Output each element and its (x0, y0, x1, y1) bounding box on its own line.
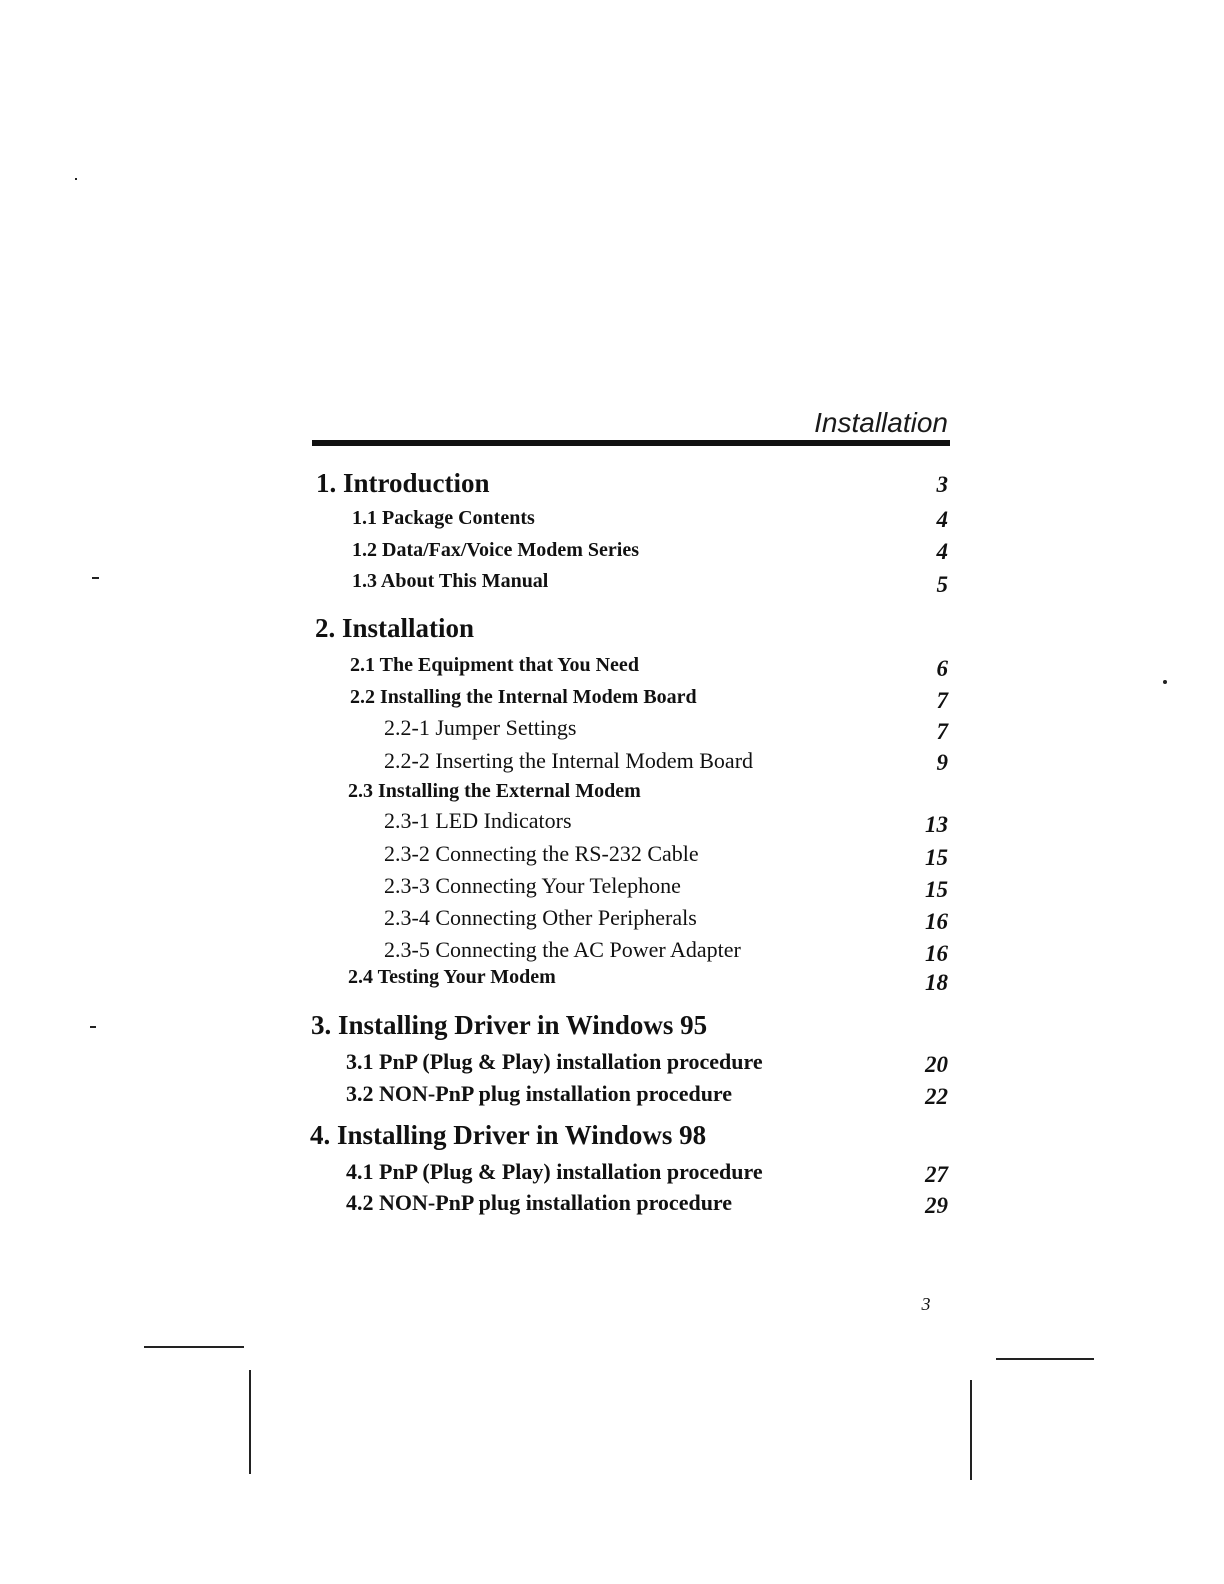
toc-entry-page: 7 (936, 688, 948, 713)
crop-mark-bottom-left-horizontal (144, 1346, 244, 1348)
toc-entry-title: 4. Installing Driver in Windows 98 (310, 1120, 707, 1150)
toc-entry-page: 9 (936, 750, 948, 775)
toc-entry-title: 4.1 PnP (Plug & Play) installation procedure (346, 1159, 763, 1184)
crop-mark-bottom-right-vertical (970, 1380, 972, 1480)
toc-entry-page: 5 (936, 572, 948, 597)
toc-entry-title: 1.1 Package Contents (352, 507, 535, 529)
toc-entry-page: 16 (925, 941, 948, 966)
toc-entry-page: 18 (925, 970, 948, 995)
toc-entry-page: 27 (925, 1162, 948, 1187)
crop-mark-bottom-left-vertical (249, 1370, 251, 1474)
page-number: 3 (921, 1294, 931, 1314)
toc-entry-title: 2.3-3 Connecting Your Telephone (384, 873, 681, 898)
toc-entry-page: 29 (925, 1193, 948, 1218)
toc-entry-title: 2.3-4 Connecting Other Peripherals (384, 905, 697, 930)
toc-entry-title: 1.3 About This Manual (352, 570, 549, 592)
scan-speck (92, 577, 99, 579)
toc-entry-title: 2.4 Testing Your Modem (348, 966, 556, 988)
crop-mark-bottom-right-horizontal (996, 1358, 1094, 1360)
toc-entry-page: 4 (936, 539, 948, 564)
toc-entry-title: 2.1 The Equipment that You Need (350, 654, 639, 676)
toc-entry-page: 16 (925, 909, 948, 934)
scan-speck (90, 1026, 96, 1028)
toc-entry-page: 22 (925, 1084, 948, 1109)
toc-entry-page: 20 (925, 1052, 948, 1077)
toc-entry-title: 3. Installing Driver in Windows 95 (311, 1010, 708, 1040)
toc-entry-title: 1.2 Data/Fax/Voice Modem Series (352, 539, 639, 561)
scan-speck (1163, 680, 1167, 684)
toc-entry-title: 2.3-2 Connecting the RS-232 Cable (384, 841, 699, 866)
toc-entry-title: 2.3 Installing the External Modem (348, 780, 641, 802)
running-header-title: Installation (814, 407, 948, 438)
toc-entry-page: 13 (925, 812, 948, 837)
toc-entry-page: 6 (936, 656, 948, 681)
scan-speck (75, 178, 77, 180)
toc-entry-title: 2.2 Installing the Internal Modem Board (350, 686, 697, 708)
toc-entry-title: 4.2 NON-PnP plug installation procedure (346, 1190, 733, 1215)
toc-entry-title: 2.3-5 Connecting the AC Power Adapter (384, 937, 741, 962)
toc-entry-title: 3.1 PnP (Plug & Play) installation procedure (346, 1049, 763, 1074)
toc-entry-page: 15 (925, 845, 948, 870)
toc-entry-page: 7 (936, 719, 948, 744)
toc-entry-page: 4 (936, 507, 948, 532)
toc-entry-title: 3.2 NON-PnP plug installation procedure (346, 1081, 733, 1106)
toc-entry-title: 2.3-1 LED Indicators (384, 808, 572, 833)
toc-entry-title: 2.2-2 Inserting the Internal Modem Board (384, 748, 754, 773)
toc-entry-title: 2. Installation (315, 613, 475, 643)
toc-entry-page: 15 (925, 877, 948, 902)
toc-entry-title: 2.2-1 Jumper Settings (384, 715, 577, 740)
toc-entry-page: 3 (936, 472, 948, 497)
toc-entry-title: 1. Introduction (316, 468, 490, 498)
